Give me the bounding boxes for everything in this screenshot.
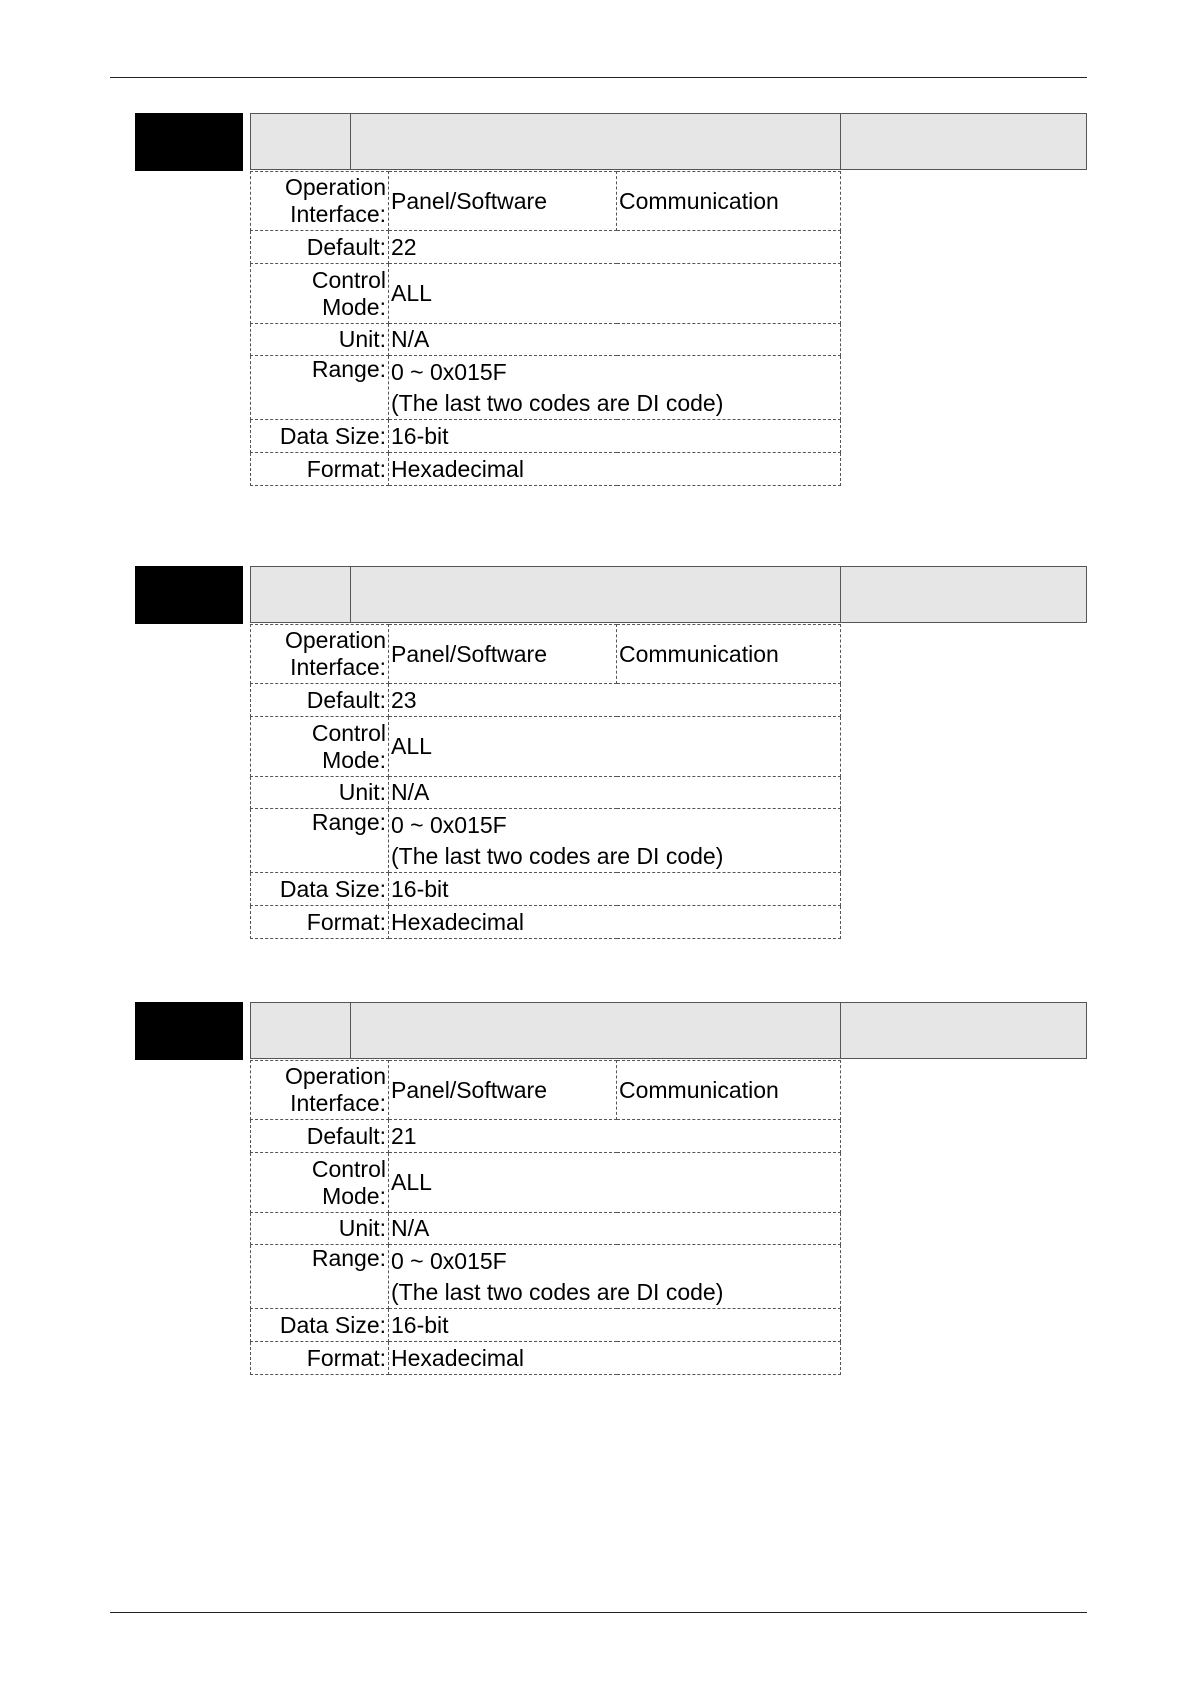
range-cell [389, 356, 841, 420]
parameter-code-tab [135, 566, 243, 624]
parameter-block-3 [0, 1002, 1190, 1382]
data-size-label: Data Size: [251, 1309, 389, 1342]
range-label: Range: [251, 356, 389, 420]
control-mode-label: Control Mode: [251, 717, 389, 777]
default-label: Default: [251, 684, 389, 717]
format-label: Format: [251, 453, 389, 486]
parameter-header [250, 566, 1087, 623]
range-note: (The last two codes are DI code) [391, 389, 724, 416]
row-default [251, 231, 841, 264]
range-value: 0 ~ 0x015F [391, 358, 507, 385]
top-rule [110, 77, 1087, 78]
header-cell-address [841, 567, 1086, 622]
default-value: 21 [389, 1120, 841, 1153]
control-mode-value: ALL [389, 264, 841, 324]
row-data-size [251, 1309, 841, 1342]
range-label: Range: [251, 1245, 389, 1309]
control-mode-label: Control Mode: [251, 1153, 389, 1213]
parameter-header [250, 1002, 1087, 1059]
row-unit [251, 1213, 841, 1245]
data-size-label: Data Size: [251, 873, 389, 906]
control-mode-label: Control Mode: [251, 264, 389, 324]
row-operation-interface [251, 1061, 841, 1120]
format-value: Hexadecimal [389, 453, 841, 486]
unit-label: Unit: [251, 1213, 389, 1245]
data-size-value: 16-bit [389, 873, 841, 906]
row-operation-interface [251, 172, 841, 231]
format-label: Format: [251, 1342, 389, 1375]
range-cell [389, 1245, 841, 1309]
row-default [251, 1120, 841, 1153]
parameter-header [250, 113, 1087, 170]
parameter-code-tab [135, 113, 243, 171]
format-label: Format: [251, 906, 389, 939]
data-size-value: 16-bit [389, 1309, 841, 1342]
control-mode-value: ALL [389, 717, 841, 777]
bottom-rule [110, 1612, 1087, 1613]
header-cell-code [251, 567, 351, 622]
format-value: Hexadecimal [389, 1342, 841, 1375]
interface-communication: Communication [617, 1061, 841, 1120]
row-format [251, 1342, 841, 1375]
unit-value: N/A [389, 1213, 841, 1245]
data-size-value: 16-bit [389, 420, 841, 453]
operation-interface-label: Operation Interface: [251, 172, 389, 231]
row-unit [251, 324, 841, 356]
interface-panel-software: Panel/Software [389, 172, 617, 231]
header-cell-name [351, 567, 841, 622]
range-note: (The last two codes are DI code) [391, 1278, 724, 1305]
parameter-properties-table [250, 171, 841, 486]
range-note: (The last two codes are DI code) [391, 842, 724, 869]
data-size-label: Data Size: [251, 420, 389, 453]
default-label: Default: [251, 231, 389, 264]
row-control-mode [251, 717, 841, 777]
parameter-code-tab [135, 1002, 243, 1060]
format-value: Hexadecimal [389, 906, 841, 939]
header-cell-name [351, 114, 841, 169]
header-cell-address [841, 114, 1086, 169]
header-cell-name [351, 1003, 841, 1058]
row-default [251, 684, 841, 717]
range-label: Range: [251, 809, 389, 873]
control-mode-value: ALL [389, 1153, 841, 1213]
unit-value: N/A [389, 324, 841, 356]
header-cell-code [251, 1003, 351, 1058]
interface-panel-software: Panel/Software [389, 1061, 617, 1120]
parameter-properties-table [250, 1060, 841, 1375]
row-operation-interface [251, 625, 841, 684]
row-unit [251, 777, 841, 809]
row-range [251, 356, 841, 420]
range-value: 0 ~ 0x015F [391, 1247, 507, 1274]
row-range [251, 1245, 841, 1309]
row-format [251, 453, 841, 486]
default-value: 22 [389, 231, 841, 264]
range-cell [389, 809, 841, 873]
row-data-size [251, 420, 841, 453]
default-label: Default: [251, 1120, 389, 1153]
header-cell-code [251, 114, 351, 169]
operation-interface-label: Operation Interface: [251, 1061, 389, 1120]
default-value: 23 [389, 684, 841, 717]
interface-panel-software: Panel/Software [389, 625, 617, 684]
unit-value: N/A [389, 777, 841, 809]
interface-communication: Communication [617, 172, 841, 231]
row-range [251, 809, 841, 873]
row-control-mode [251, 264, 841, 324]
parameter-block-1 [0, 113, 1190, 493]
row-data-size [251, 873, 841, 906]
header-cell-address [841, 1003, 1086, 1058]
row-control-mode [251, 1153, 841, 1213]
row-format [251, 906, 841, 939]
operation-interface-label: Operation Interface: [251, 625, 389, 684]
unit-label: Unit: [251, 777, 389, 809]
interface-communication: Communication [617, 625, 841, 684]
parameter-block-2 [0, 566, 1190, 946]
unit-label: Unit: [251, 324, 389, 356]
parameter-properties-table [250, 624, 841, 939]
range-value: 0 ~ 0x015F [391, 811, 507, 838]
